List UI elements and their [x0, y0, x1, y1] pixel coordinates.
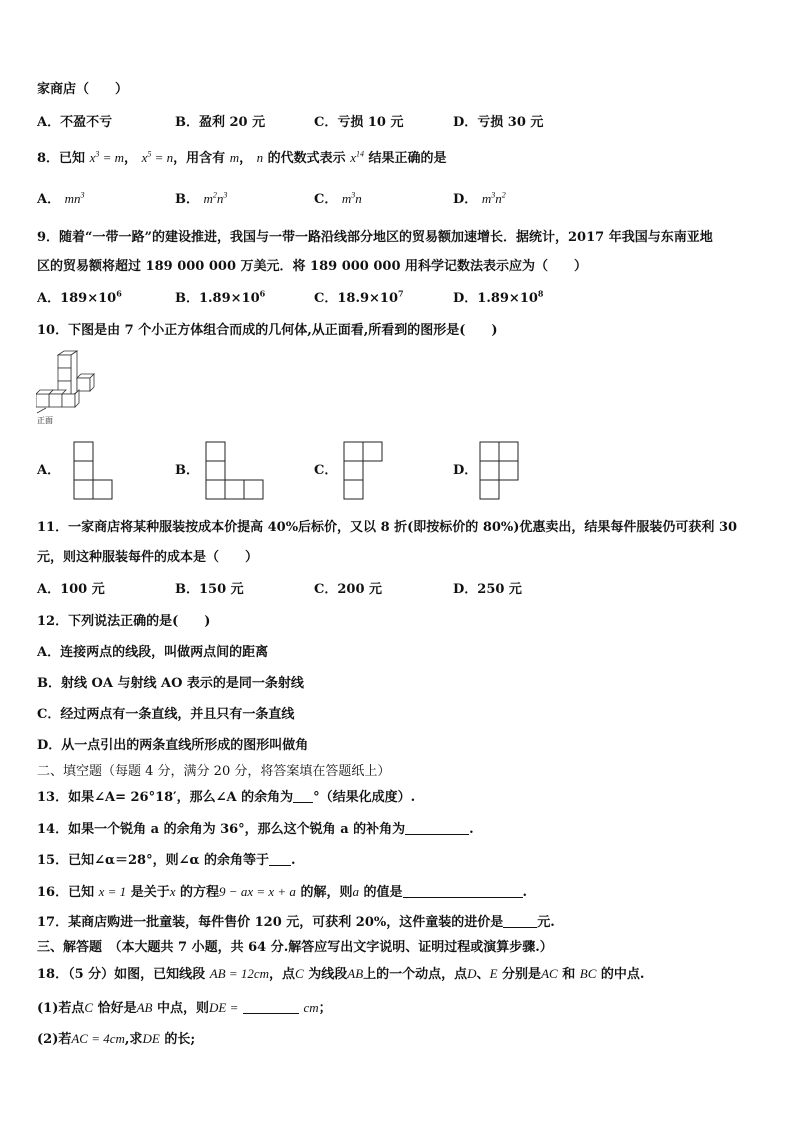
q10-option-b-figure	[202, 440, 268, 502]
q10-option-d-figure	[476, 440, 522, 502]
q8-option-b: B． $m^2n^3$	[175, 190, 228, 207]
question-14: 14．如果一个锐角 a 的余角为 36°，那么这个锐角 a 的补角为 .	[37, 822, 474, 837]
question-7-continuation: 家商店（ ）	[37, 82, 129, 97]
q10-option-c-figure	[340, 440, 386, 502]
q11-option-d: D．250 元	[453, 582, 522, 597]
q8-option-c: C． $m^3n$	[314, 190, 362, 207]
question-8: 8．已知 $x^3 = m$， $x^5 = n$，用含有 m， n 的代数式表示 $x^{14}$ 结果正确的是	[37, 149, 447, 166]
q10-option-c-label: C．	[314, 463, 338, 478]
q11-option-a: A．100 元	[37, 582, 105, 597]
q7-option-d: D．亏损 30 元	[453, 115, 544, 130]
question-15: 15．已知∠α＝28°，则∠α 的余角等于 .	[37, 853, 296, 868]
question-18: 18．（5 分）如图，已知线段 AB = 12cm，点C 为线段AB上的一个动点，点D、E 分别是AC 和 BC 的中点.	[37, 966, 645, 982]
front-view-label: 正面	[37, 416, 53, 425]
q12-option-d: D．从一点引出的两条直线所形成的图形叫做角	[37, 738, 309, 753]
q9-option-a: A．$189\times 10^6$	[37, 288, 122, 306]
q10-option-d-label: D．	[453, 463, 478, 478]
question-11-line-1: 11．一家商店将某种服装按成本价提高 40%后标价，又以 8 折(即按标价的 80%)优惠卖出，结果每件服装仍可获利 30	[37, 520, 738, 535]
question-13: 13．如果∠A= 26°18′，那么∠A 的余角为 °（结果化成度）.	[37, 790, 416, 805]
q9-option-b: B．$1.89\times 10^6$	[175, 288, 266, 306]
question-9-line-1: 9．随着“一带一路”的建设推进，我国与一带一路沿线部分地区的贸易额加速增长．据统计，2017 年我国与东南亚地	[37, 230, 713, 245]
q10-option-a-label: A．	[37, 463, 61, 478]
question-18-part-2: (2)若AC = 4cm,求DE 的长;	[37, 1031, 196, 1047]
question-10: 10．下图是由 7 个小正方体组合而成的几何体,从正面看,所看到的图形是( )	[37, 323, 498, 338]
q12-option-b: B．射线 OA 与射线 AO 表示的是同一条射线	[37, 676, 304, 691]
section-2-heading: 二、填空题（每题 4 分，满分 20 分，将答案填在答题纸上）	[37, 764, 391, 779]
q12-option-c: C．经过两点有一条直线，并且只有一条直线	[37, 707, 295, 722]
q10-option-a-figure	[70, 440, 116, 502]
q11-option-b: B．150 元	[175, 582, 244, 597]
q8-option-d: D． $m^3n^2$	[453, 190, 506, 207]
q8-option-a: A． $mn^3$	[37, 190, 85, 207]
question-11-line-2: 元，则这种服装每件的成本是（ ）	[37, 550, 259, 565]
question-16: 16．已知 x = 1 是关于x 的方程9 − ax = x + a 的解，则a 的值是 .	[37, 884, 528, 900]
q7-option-b: B．盈利 20 元	[175, 115, 266, 130]
q9-option-c: C．$18.9\times 10^7$	[314, 288, 404, 306]
question-9-line-2: 区的贸易额将超过 189 000 000 万美元．将 189 000 000 用科学记数法表示应为（ ）	[37, 259, 588, 274]
q10-cube-figure	[36, 350, 98, 414]
q7-option-a: A．不盈不亏	[37, 115, 113, 130]
question-18-part-1: (1)若点C 恰好是AB 中点，则DE = cm；	[37, 1000, 332, 1016]
q12-option-a: A．连接两点的线段，叫做两点间的距离	[37, 645, 269, 660]
q7-option-c: C．亏损 10 元	[314, 115, 404, 130]
q11-option-c: C．200 元	[314, 582, 383, 597]
question-12: 12．下列说法正确的是( )	[37, 614, 211, 629]
q9-option-d: D．$1.89\times 10^8$	[453, 288, 544, 306]
q10-option-b-label: B．	[175, 463, 199, 478]
question-17: 17．某商店购进一批童装，每件售价 120 元，可获利 20%，这件童装的进价是 元.	[37, 915, 555, 930]
section-3-heading: 三、解答题 （本大题共 7 小题，共 64 分.解答应写出文字说明、证明过程或演算步骤.）	[37, 940, 553, 955]
